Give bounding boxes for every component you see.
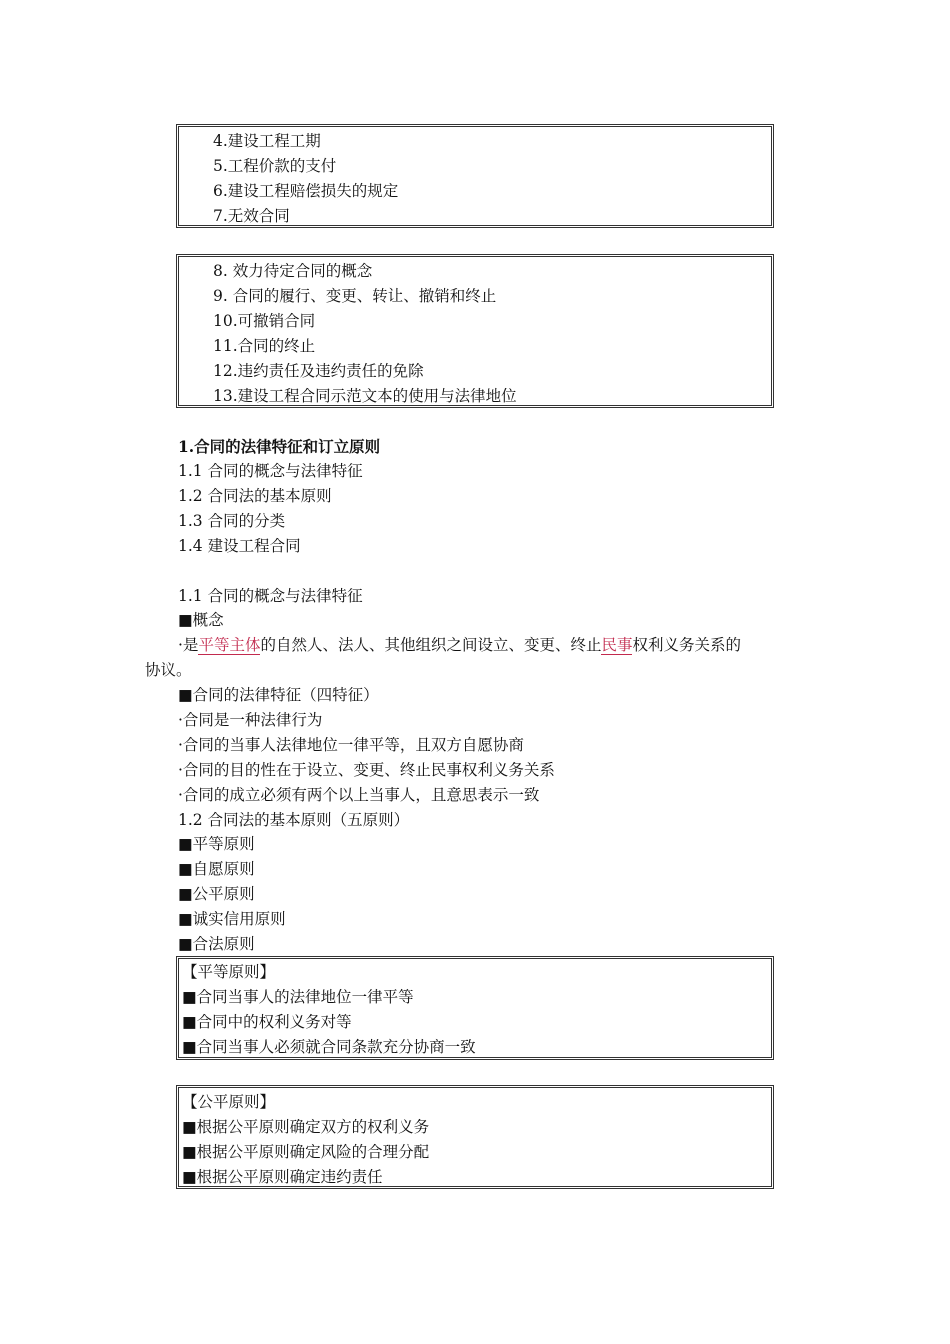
toc-box-2 bbox=[176, 254, 774, 408]
concept-label: ■概念 bbox=[178, 611, 224, 629]
section-item: 1.3 合同的分类 bbox=[178, 512, 286, 530]
features-label: ■合同的法律特征（四特征） bbox=[178, 686, 379, 704]
box-item: ■合同当事人必须就合同条款充分协商一致 bbox=[182, 1038, 476, 1056]
concept-prefix: ·是 bbox=[178, 636, 199, 654]
toc-item: 5.工程价款的支付 bbox=[213, 157, 337, 175]
term-equal-subject: 平等主体 bbox=[198, 636, 261, 654]
box-item: ■根据公平原则确定风险的合理分配 bbox=[182, 1143, 430, 1161]
box-title: 【平等原则】 bbox=[182, 963, 276, 981]
box-title: 【公平原则】 bbox=[182, 1093, 276, 1111]
subsection-title: 1.1 合同的概念与法律特征 bbox=[178, 587, 363, 605]
feature-item: ·合同的当事人法律地位一律平等，且双方自愿协商 bbox=[178, 736, 524, 754]
fairness-principle-box bbox=[176, 1085, 774, 1189]
box-item: ■合同中的权利义务对等 bbox=[182, 1013, 352, 1031]
term-civil: 民事 bbox=[601, 636, 633, 654]
section-item: 1.2 合同法的基本原则 bbox=[178, 487, 332, 505]
toc-box-1 bbox=[176, 124, 774, 228]
concept-definition bbox=[178, 633, 741, 658]
principle-item: ■平等原则 bbox=[178, 835, 255, 853]
principle-item: ■公平原则 bbox=[178, 885, 255, 903]
feature-item: ·合同的成立必须有两个以上当事人，且意思表示一致 bbox=[178, 786, 540, 804]
subsection-title: 1.2 合同法的基本原则（五原则） bbox=[178, 811, 410, 829]
section-heading: 1.合同的法律特征和订立原则 bbox=[178, 437, 381, 456]
toc-item: 8. 效力待定合同的概念 bbox=[213, 262, 373, 280]
concept-continuation: 协议。 bbox=[145, 661, 192, 679]
toc-item: 9. 合同的履行、变更、转让、撤销和终止 bbox=[213, 287, 497, 305]
toc-item: 10.可撤销合同 bbox=[213, 312, 316, 330]
equality-principle-box bbox=[176, 956, 774, 1060]
toc-item: 7.无效合同 bbox=[213, 207, 290, 225]
feature-item: ·合同是一种法律行为 bbox=[178, 711, 323, 729]
box-item: ■合同当事人的法律地位一律平等 bbox=[182, 988, 414, 1006]
principle-item: ■合法原则 bbox=[178, 935, 255, 953]
box-item: ■根据公平原则确定双方的权利义务 bbox=[182, 1118, 430, 1136]
principle-item: ■自愿原则 bbox=[178, 860, 255, 878]
box-item: ■根据公平原则确定违约责任 bbox=[182, 1168, 383, 1186]
toc-item: 13.建设工程合同示范文本的使用与法律地位 bbox=[213, 387, 517, 405]
concept-mid: 的自然人、法人、其他组织之间设立、变更、终止 bbox=[260, 636, 602, 654]
feature-item: ·合同的目的性在于设立、变更、终止民事权利义务关系 bbox=[178, 761, 555, 779]
section-item: 1.4 建设工程合同 bbox=[178, 537, 301, 555]
section-item: 1.1 合同的概念与法律特征 bbox=[178, 462, 363, 480]
toc-item: 4.建设工程工期 bbox=[213, 132, 321, 150]
concept-suffix: 权利义务关系的 bbox=[632, 636, 741, 654]
toc-item: 6.建设工程赔偿损失的规定 bbox=[213, 182, 399, 200]
toc-item: 11.合同的终止 bbox=[213, 337, 316, 355]
principle-item: ■诚实信用原则 bbox=[178, 910, 286, 928]
toc-item: 12.违约责任及违约责任的免除 bbox=[213, 362, 424, 380]
